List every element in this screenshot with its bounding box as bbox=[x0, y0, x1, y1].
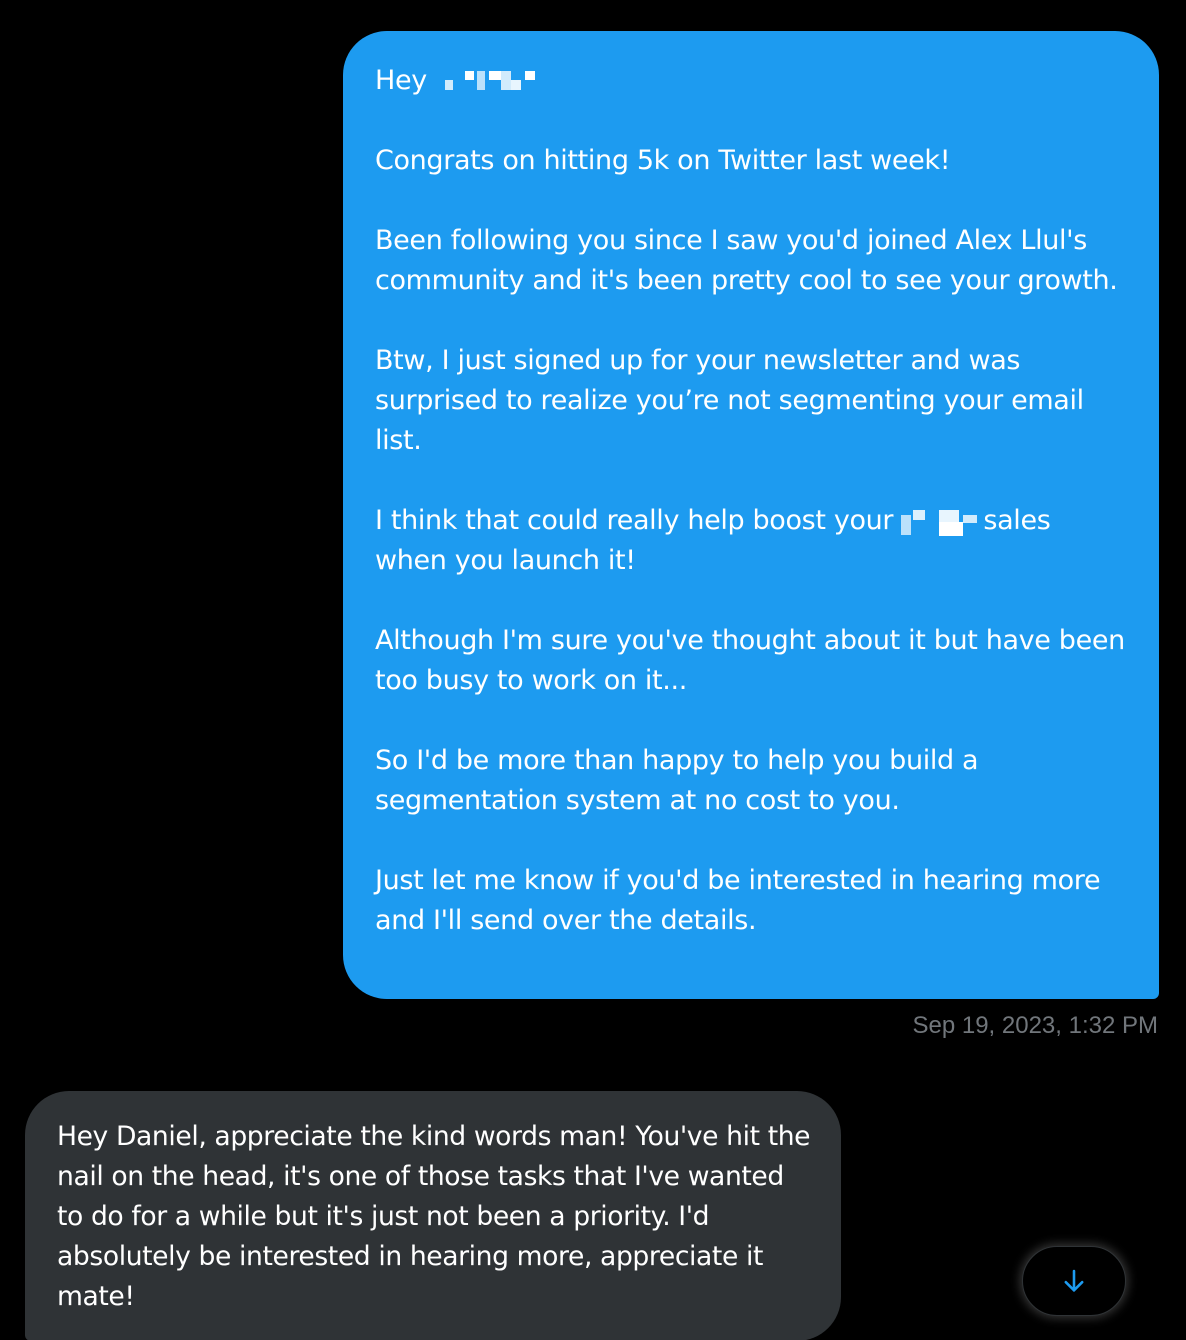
arrow-down-icon bbox=[1060, 1267, 1088, 1295]
message-paragraph: Congrats on hitting 5k on Twitter last week! bbox=[375, 145, 951, 176]
message-paragraph-greeting bbox=[375, 61, 1125, 101]
redacted-name-block bbox=[445, 68, 545, 96]
message-paragraph: Been following you since I saw you'd joined Alex Llul's community and it's been pretty cool to see your growth. bbox=[375, 225, 1118, 296]
message-paragraph: Just let me know if you'd be interested in hearing more and I'll send over the details. bbox=[375, 865, 1109, 936]
message-text: sales when you launch it! bbox=[375, 505, 1059, 576]
message-text: Hey bbox=[375, 65, 436, 96]
redacted-product-block bbox=[901, 507, 979, 537]
message-text: I think that could really help boost your bbox=[375, 505, 902, 536]
scroll-to-bottom-button[interactable] bbox=[1022, 1246, 1126, 1316]
message-timestamp: Sep 19, 2023, 1:32 PM bbox=[912, 1012, 1158, 1039]
message-paragraph: So I'd be more than happy to help you build a segmentation system at no cost to you. bbox=[375, 745, 987, 816]
incoming-message-bubble[interactable] bbox=[25, 1091, 841, 1340]
message-paragraph: Hey Daniel, appreciate the kind words man! You've hit the nail on the head, it's one of those tasks that I've wanted to do for a while but it's just not been a priority. I'd absolutely be interested in hearing more, appreciate it mate! bbox=[57, 1121, 811, 1312]
message-paragraph-with-redaction bbox=[375, 501, 1125, 581]
message-paragraph: Although I'm sure you've thought about it but have been too busy to work on it... bbox=[375, 625, 1134, 696]
message-paragraph: Btw, I just signed up for your newsletter and was surprised to realize you’re not segmenting your email list. bbox=[375, 345, 1093, 456]
outgoing-message-bubble[interactable] bbox=[343, 31, 1159, 999]
